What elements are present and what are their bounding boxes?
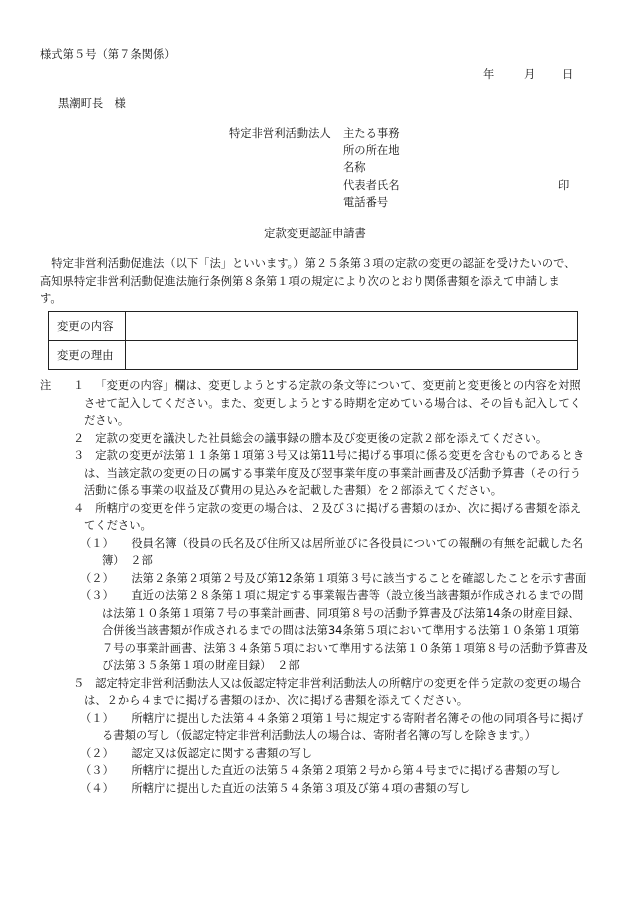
note-text: 直近の法第２８条第１項に規定する事業報告書等（設立後当該書類が作成されるまでの間は法第１０条第１項第７号の事業計画書、同項第８号の活動予算書及び法第14条の財産目録、合併後当該書類が作成されるまでの間は法第34条第５項において準用する法第１０条第１項第７号の事業計画書、法第３４条第５項において準用する法第１０条第１項第８号の活動予算書及び法第３５条第１項の財産目録） ２部: [102, 589, 588, 672]
date-day-label: 日: [562, 68, 574, 81]
date-year-label: 年: [483, 68, 495, 81]
note-text: 所轄庁の変更を伴う定款の変更の場合は、２及び３に掲げる書類のほか、次に掲げる書類を添えてください。: [84, 501, 582, 532]
note-subitem: [40, 587, 588, 675]
note-text: 定款の変更が法第１１条第１項第３号又は第11号に掲げる事項に係る変更を含むものであるときは、当該定款の変更の日の属する事業年度及び翌事業年度の事業計画書及び活動予算書（その行う活動に係る事業の収益及び費用の見込みを記載した書類）を２部添えてください。: [84, 449, 585, 497]
note-subitem: [40, 780, 588, 798]
applicant-field-phone: 電話番号: [343, 196, 389, 209]
notes-mark: 注: [40, 379, 52, 392]
applicant-field-name: 名称: [343, 161, 366, 174]
note-item: [40, 500, 588, 535]
note-subitem: [40, 535, 588, 570]
note-subitem: [40, 710, 588, 745]
note-text: 認定特定非営利活動法人又は仮認定特定非営利活動法人の所轄庁の変更を伴う定款の変更の場合は、２から４までに掲げる書類のほか、次に掲げる書類を添えてください。: [84, 676, 582, 707]
change-content-field[interactable]: [126, 312, 578, 341]
note-text: 所轄庁に提出した直近の法第５４条第３項及び第４項の書類の写し: [131, 781, 471, 795]
note-item: [40, 447, 588, 500]
note-text: 「変更の内容」欄は、変更しようとする定款の条文等について、変更前と変更後との内容を対照させて記入してください。また、変更しようとする時期を定めている場合は、その旨も記入してください。: [84, 379, 582, 427]
note-number: ４: [73, 501, 85, 515]
note-text: 役員名簿（役員の氏名及び住所又は居所並びに各役員についての報酬の有無を記載した名簿） ２部: [102, 536, 584, 567]
note-text: 定款の変更を議決した社員総会の議事録の謄本及び変更後の定款２部を添えてください。: [95, 431, 548, 445]
date-month-label: 月: [524, 68, 536, 81]
document-title: 定款変更認証申請書: [264, 227, 366, 240]
note-text: 認定又は仮認定に関する書類の写し: [131, 746, 313, 760]
note-subnumber: （１）: [80, 711, 114, 725]
change-content-label: 変更の内容: [49, 312, 126, 341]
note-subnumber: （２）: [80, 571, 114, 585]
change-reason-label: 変更の理由: [49, 341, 126, 370]
note-item: [40, 377, 588, 430]
note-number: ２: [73, 431, 85, 445]
note-text: 所轄庁に提出した直近の法第５４条第２項第２号から第４号までに掲げる書類の写し: [131, 764, 561, 777]
request-table: [48, 311, 578, 370]
note-subnumber: （１）: [80, 536, 114, 550]
notes-section: [40, 377, 588, 797]
applicant-field-office-2: 所の所在地: [343, 144, 400, 157]
seal-mark: 印: [558, 179, 570, 192]
note-text: 法第２条第２項第２号及び第12条第１項第３号に該当することを確認したことを示す書面: [131, 571, 587, 585]
note-subitem: [40, 745, 588, 763]
applicant-field-office-1: 主たる事務: [343, 127, 400, 140]
table-row: [49, 312, 578, 341]
change-reason-field[interactable]: [126, 341, 578, 370]
note-subnumber: （４）: [80, 781, 114, 795]
note-item: [40, 675, 588, 710]
applicant-organization-type: 特定非営利活動法人: [229, 127, 331, 140]
note-item: [40, 430, 588, 448]
note-number: １: [73, 379, 85, 392]
note-subitem: [40, 762, 588, 780]
note-subitem: [40, 570, 588, 588]
form-number: 様式第５号（第７条関係）: [40, 48, 176, 61]
note-subnumber: （２）: [80, 746, 114, 760]
preamble-text: 特定非営利活動促進法（以下「法」といいます。）第２５条第３項の定款の変更の認証を受けたいので、高知県特定非営利活動促進法施行条例第８条第１項の規定により次のとおり関係書類を添えて申請します。: [40, 257, 576, 305]
recipient: 黒潮町長 様: [58, 97, 126, 110]
note-subnumber: （３）: [80, 589, 114, 602]
note-number: ３: [73, 449, 85, 462]
note-text: 所轄庁に提出した法第４４条第２項第１号に規定する寄附者名簿その他の同項各号に掲げる書類の写し（仮認定特定非営利活動法人の場合は、寄附者名簿の写しを除きます。）: [102, 711, 584, 742]
table-row: [49, 341, 578, 370]
applicant-field-representative: 代表者氏名: [343, 179, 400, 192]
note-subnumber: （３）: [80, 764, 114, 777]
note-number: ５: [73, 676, 85, 690]
